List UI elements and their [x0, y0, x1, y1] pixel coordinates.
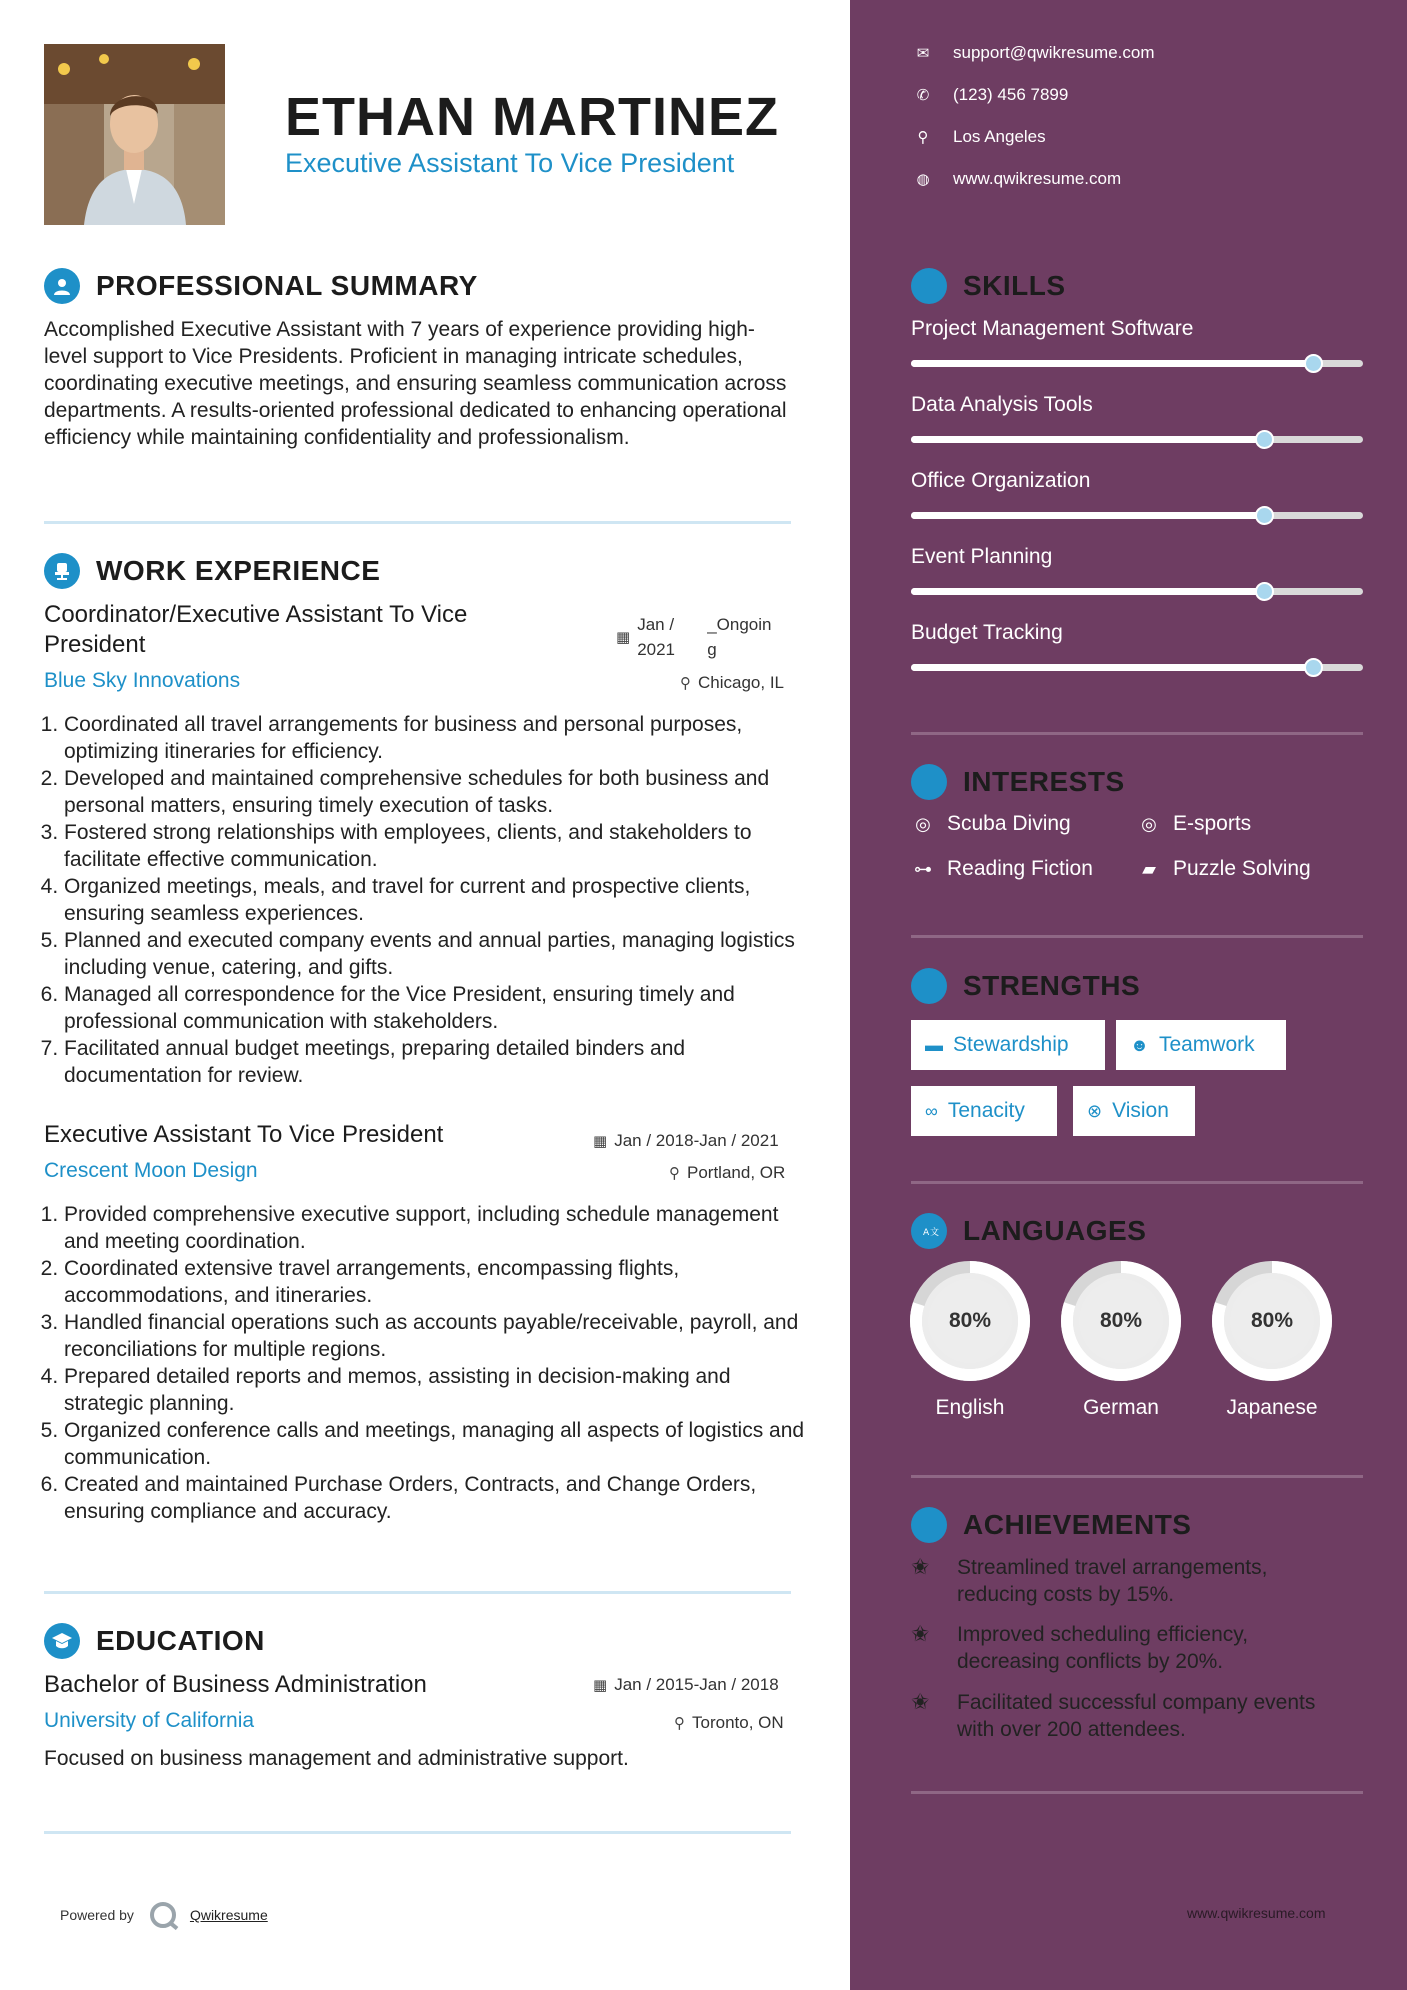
skill-bar-fill	[911, 588, 1264, 595]
lightbulb-icon	[911, 268, 947, 304]
sidebar-divider	[911, 935, 1363, 938]
language-percent: 80%	[1250, 1309, 1294, 1332]
briefcase-icon: ▬	[925, 1034, 943, 1055]
skill-level-knob	[1255, 506, 1274, 525]
contact-website[interactable]: ◍ www.qwikresume.com	[911, 169, 1121, 189]
achievement-item: ✬ Streamlined travel arrangements, reducing costs by 15%.	[911, 1554, 1268, 1606]
skill-level-knob	[1255, 582, 1274, 601]
language-ring	[1060, 1260, 1182, 1382]
link-icon: ∞	[925, 1100, 938, 1121]
education-heading-label: EDUCATION	[96, 1625, 265, 1656]
skills-heading	[911, 268, 1066, 304]
interest-item: ▰ Puzzle Solving	[1137, 857, 1311, 881]
footer-website[interactable]: www.qwikresume.com	[1187, 1905, 1326, 1921]
summary-heading	[44, 268, 478, 304]
skill-level-knob	[1255, 430, 1274, 449]
language-percent: 80%	[948, 1309, 992, 1332]
sidebar-divider	[911, 1791, 1363, 1794]
binoculars-icon: ⊗	[1087, 1100, 1103, 1121]
phone-icon: ✆	[916, 87, 930, 104]
languages-heading-label: LANGUAGES	[963, 1215, 1147, 1246]
interest-item: ⊶ Reading Fiction	[911, 857, 1093, 881]
job-date: ▦ Jan / 2018-Jan / 2021	[593, 1131, 779, 1150]
powered-by-label: Powered by	[60, 1907, 134, 1923]
contact-phone[interactable]: ✆ (123) 456 7899	[911, 85, 1068, 105]
gamepad-icon: ⊶	[914, 858, 932, 879]
education-heading	[44, 1623, 265, 1659]
skill-bar	[911, 664, 1363, 671]
fist-icon	[911, 968, 947, 1004]
star-icon: ✬	[911, 1621, 930, 1646]
skill-bar	[911, 360, 1363, 367]
svg-text:文: 文	[930, 1228, 940, 1238]
sidebar-divider	[911, 1181, 1363, 1184]
skill-bar	[911, 436, 1363, 443]
skill-bar-fill	[911, 436, 1264, 443]
list-item: 2. Developed and maintained comprehensive schedules for both business and personal matters, ensuring timely execution of tasks.	[64, 765, 814, 819]
sidebar-divider	[911, 1475, 1363, 1478]
job-title: Coordinator/Executive Assistant To Vice President	[44, 601, 468, 658]
envelope-icon: ✉	[916, 45, 930, 62]
skill-name: Project Management Software	[911, 317, 1194, 340]
star-icon: ✬	[911, 1689, 930, 1714]
candidate-name: ETHAN MARTINEZ	[285, 87, 779, 147]
skill-bar-fill	[911, 664, 1313, 671]
star-icon: ✬	[911, 1554, 930, 1579]
pin-icon: ⚲	[674, 1715, 685, 1732]
candidate-title: Executive Assistant To Vice President	[285, 148, 735, 178]
skill-name: Data Analysis Tools	[911, 393, 1093, 416]
job-duties	[44, 711, 814, 1089]
job-date: ▦ Jan / 2021 _Ongoin g	[616, 615, 772, 659]
skills-heading-label: SKILLS	[963, 270, 1066, 301]
section-divider	[44, 1831, 791, 1834]
job-location: ⚲ Chicago, IL	[680, 673, 784, 692]
achievement-item: ✬ Improved scheduling efficiency, decreasing conflicts by 20%.	[911, 1621, 1249, 1673]
education-description: Focused on business management and administrative support.	[44, 1747, 629, 1770]
star-badge-icon	[911, 1507, 947, 1543]
section-divider	[44, 1591, 791, 1594]
language-percent: 80%	[1099, 1309, 1143, 1332]
lifebuoy-icon: ◎	[915, 813, 931, 834]
skill-level-knob	[1304, 354, 1323, 373]
skill-name: Office Organization	[911, 469, 1091, 492]
school-name: University of California	[44, 1709, 255, 1732]
list-item: 4. Prepared detailed reports and memos, assisting in decision-making and strategic planning.	[64, 1363, 814, 1417]
experience-heading	[44, 553, 380, 589]
strengths-heading-label: STRENGTHS	[963, 970, 1141, 1001]
calendar-icon: ▦	[593, 1133, 608, 1150]
language-ring	[1211, 1260, 1333, 1382]
profile-photo	[44, 44, 225, 225]
list-item: 1. Coordinated all travel arrangements for business and personal purposes, optimizing itineraries for efficiency.	[64, 711, 814, 765]
strength-badge: ∞ Tenacity	[911, 1086, 1057, 1136]
location-pin-icon: ⚲	[917, 129, 929, 146]
company-name: Blue Sky Innovations	[44, 669, 241, 692]
language-name: Japanese	[1226, 1396, 1318, 1419]
list-item: 6. Managed all correspondence for the Vice President, ensuring timely and professional communication with stakeholders.	[64, 981, 814, 1035]
achievement-item: ✬ Facilitated successful company events with over 200 attendees.	[911, 1689, 1316, 1741]
users-icon: ☻	[1130, 1034, 1149, 1055]
language-name: English	[935, 1396, 1005, 1419]
user-icon	[44, 268, 80, 304]
job-location: ⚲ Portland, OR	[669, 1163, 786, 1182]
achievements-heading-label: ACHIEVEMENTS	[963, 1509, 1192, 1540]
pin-icon: ⚲	[680, 675, 691, 692]
company-name: Crescent Moon Design	[44, 1159, 258, 1182]
calendar-icon: ▦	[593, 1677, 608, 1694]
translate-icon	[911, 1213, 947, 1249]
list-item: 3. Handled financial operations such as accounts payable/receivable, payroll, and reconciliations for multiple regions.	[64, 1309, 814, 1363]
contact-email[interactable]: ✉ support@qwikresume.com	[911, 43, 1155, 63]
job-title: Executive Assistant To Vice President	[44, 1121, 444, 1148]
chair-icon	[44, 553, 80, 589]
list-item: 3. Fostered strong relationships with employees, clients, and stakeholders to facilitate effective communication.	[64, 819, 814, 873]
calendar-icon: ▦	[616, 629, 631, 646]
pin-icon: ⚲	[669, 1165, 680, 1182]
skill-bar-fill	[911, 360, 1313, 367]
skill-name: Event Planning	[911, 545, 1053, 568]
paper-plane-icon	[911, 764, 947, 800]
interests-heading-label: INTERESTS	[963, 766, 1125, 797]
section-divider	[44, 521, 791, 524]
experience-heading-label: WORK EXPERIENCE	[96, 555, 381, 586]
strength-badge: ☻ Teamwork	[1116, 1020, 1286, 1070]
skill-level-knob	[1304, 658, 1323, 677]
list-item: 2. Coordinated extensive travel arrangements, encompassing flights, accommodations, and itineraries.	[64, 1255, 814, 1309]
list-item: 4. Organized meetings, meals, and travel for current and prospective clients, ensuring seamless experiences.	[64, 873, 814, 927]
languages-heading	[911, 1213, 1146, 1249]
summary-heading-label: PROFESSIONAL SUMMARY	[96, 270, 478, 301]
qwikresume-logo-icon	[150, 1902, 176, 1928]
summary-text: Accomplished Executive Assistant with 7 years of experience providing high-level support to Vice Presidents. Proficient in managing intricate schedules, coordinating executive meetings, and ensuring seamless communication across departments. A results-oriented professional dedicated to enhancing operational efficiency while maintaining confidentiality and professionalism.	[44, 318, 787, 449]
skill-bar	[911, 512, 1363, 519]
list-item: 1. Provided comprehensive executive support, including schedule management and meeting coordination.	[64, 1201, 814, 1255]
interest-item: ◎ Scuba Diving	[911, 812, 1071, 836]
graduation-icon	[44, 1623, 80, 1659]
list-item: 5. Planned and executed company events and annual parties, managing logistics including venue, catering, and gifts.	[64, 927, 814, 981]
interests-heading	[911, 764, 1125, 800]
powered-by	[60, 1902, 268, 1928]
interest-item: ◎ E-sports	[1137, 812, 1251, 836]
list-item: 6. Created and maintained Purchase Orders, Contracts, and Change Orders, ensuring compliance and accuracy.	[64, 1471, 814, 1525]
job-duties	[44, 1201, 814, 1525]
language-ring	[909, 1260, 1031, 1382]
globe-icon: ◍	[916, 171, 930, 188]
strength-badge: ▬ Stewardship	[911, 1020, 1105, 1070]
strength-badge: ⊗ Vision	[1073, 1086, 1195, 1136]
sidebar-divider	[911, 732, 1363, 735]
qwikresume-link[interactable]: Qwikresume	[189, 1907, 268, 1923]
list-item: 7. Facilitated annual budget meetings, preparing detailed binders and documentation for review.	[64, 1035, 814, 1089]
achievements-heading	[911, 1507, 1191, 1543]
list-item: 5. Organized conference calls and meetings, managing all aspects of logistics and communication.	[64, 1417, 814, 1471]
svg-text:A: A	[923, 1228, 930, 1238]
contact-location: ⚲ Los Angeles	[911, 127, 1046, 147]
education-date: ▦ Jan / 2015-Jan / 2018	[593, 1675, 779, 1694]
skill-bar	[911, 588, 1363, 595]
skill-bar-fill	[911, 512, 1264, 519]
degree-title: Bachelor of Business Administration	[44, 1671, 427, 1698]
book-icon: ▰	[1142, 858, 1156, 879]
skill-name: Budget Tracking	[911, 621, 1063, 644]
lifebuoy-icon: ◎	[1141, 813, 1157, 834]
education-location: ⚲ Toronto, ON	[674, 1713, 784, 1732]
strengths-heading	[911, 968, 1140, 1004]
language-name: German	[1083, 1396, 1159, 1419]
